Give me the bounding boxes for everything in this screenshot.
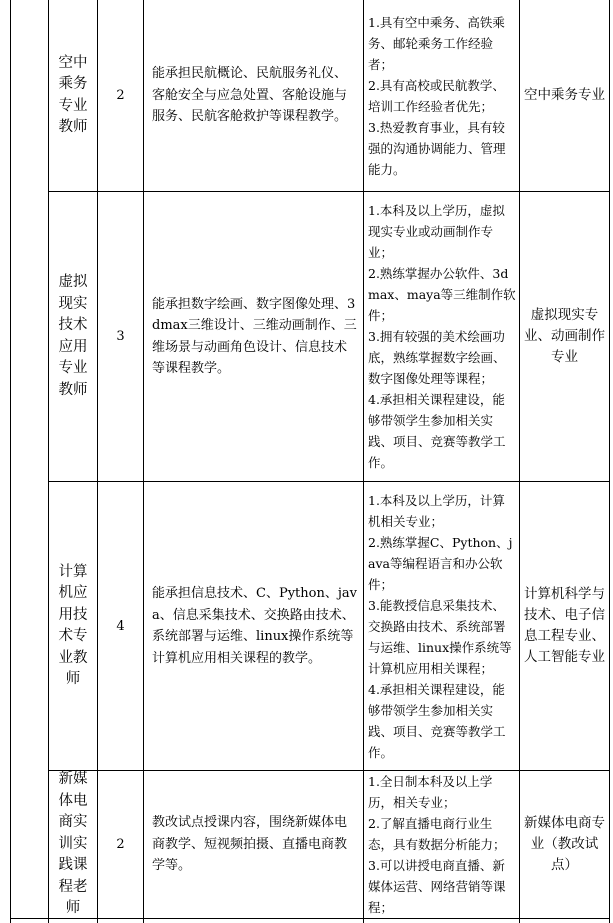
requirements-list [368, 200, 517, 473]
requirement-item: 3.能教授信息采集技术、交换路由技术、系统部署与运维、linux操作系统等计算机应用相关课程； [368, 597, 512, 676]
requirement-item: 2.了解直播电商行业生态，具有数据分析能力； [368, 816, 506, 852]
headcount: 2 [116, 837, 125, 852]
major-text: 新媒体电商专业（教改试点） [524, 815, 605, 873]
requirement-item: 4.承担相关课程建设，能够带领学生参加相关实践、项目、竞赛等教学工作。 [368, 392, 506, 470]
major-text: 计算机科学与技术、电子信息工程专业、人工智能专业 [524, 586, 605, 665]
position-title: 计算机应用技术专业教师 [58, 563, 88, 687]
headcount-cell [98, 192, 143, 481]
requirement-item: 2.熟练掌握C、Python、java等编程语言和办公软件； [368, 534, 513, 592]
headcount-cell [98, 771, 143, 918]
requirement-item: 3.可以讲授电商直播、新媒体运营、网络营销等课程； [368, 858, 506, 915]
position-title-cell [49, 192, 97, 481]
requirements-cell [364, 482, 519, 770]
requirement-item: 2.熟练掌握办公软件、3dmax、maya等三维制作软件； [368, 266, 516, 323]
table-border-bottom [10, 918, 610, 919]
requirement-item: 2.具有高校或民航教学、培训工作经验者优先； [368, 77, 505, 114]
headcount-cell [98, 482, 143, 770]
position-title: 空中乘务专业教师 [58, 54, 88, 135]
position-title-cell [49, 482, 97, 770]
requirements-cell [364, 192, 519, 481]
major-cell [520, 192, 609, 481]
headcount-cell [98, 0, 143, 191]
requirements-cell [364, 771, 519, 918]
requirement-item: 3.热爱教育事业，具有较强的沟通协调能力、管理能力。 [368, 119, 506, 177]
requirement-item: 1.具有空中乘务、高铁乘务、邮轮乘务工作经验者； [368, 14, 505, 72]
duties-text: 能承担民航概论、民航服务礼仪、客舱安全与应急处置、客舱设施与服务、民航客舱救护等课程教学。 [152, 66, 348, 125]
duties-cell [144, 771, 363, 918]
table-border-right [609, 0, 610, 923]
table-border-left [10, 0, 11, 923]
major-text: 空中乘务专业 [524, 87, 605, 103]
duties-cell [144, 0, 363, 191]
duties-cell [144, 192, 363, 481]
position-title: 新媒体电商实训实践课程老师 [58, 771, 88, 917]
requirement-item: 1.本科及以上学历，计算机相关专业； [368, 492, 505, 529]
position-title: 虚拟现实技术应用专业教师 [58, 274, 88, 398]
headcount: 4 [116, 618, 125, 634]
duties-text: 能承担信息技术、C、Python、java、信息采集技术、交换路由技术、系统部署与运维、linux操作系统等计算机应用相关课程的教学。 [152, 586, 357, 666]
headcount: 3 [116, 329, 125, 344]
major-cell [520, 771, 609, 918]
requirement-item: 1.本科及以上学历，虚拟现实专业或动画制作专业； [368, 203, 505, 260]
requirements-list [368, 490, 517, 763]
duties-text: 教改试点授课内容，围绕新媒体电商教学、短视频拍摄、直播电商教学等。 [152, 815, 348, 874]
major-cell [520, 482, 609, 770]
requirement-item: 4.承担相关课程建设，能够带领学生参加相关实践、项目、竞赛等教学工作。 [368, 681, 506, 760]
headcount: 2 [116, 88, 125, 103]
duties-text: 能承担数字绘画、数字图像处理、3dmax三维设计、三维动画制作、三维场景与动画角色设计、信息技术等课程教学。 [152, 296, 357, 376]
position-title-cell [49, 0, 97, 191]
position-title-cell [49, 771, 97, 918]
requirements-list [368, 12, 517, 180]
major-cell [520, 0, 609, 191]
requirements-cell [364, 0, 519, 191]
requirement-item: 3.拥有较强的美术绘画功底，熟练掌握数字绘画、数字图像处理等课程； [368, 329, 506, 386]
duties-cell [144, 482, 363, 770]
requirement-item: 1.全日制本科及以上学历，相关专业； [368, 774, 493, 810]
major-text: 虚拟现实专业、动画制作专业 [524, 307, 605, 365]
requirements-list [368, 771, 517, 918]
